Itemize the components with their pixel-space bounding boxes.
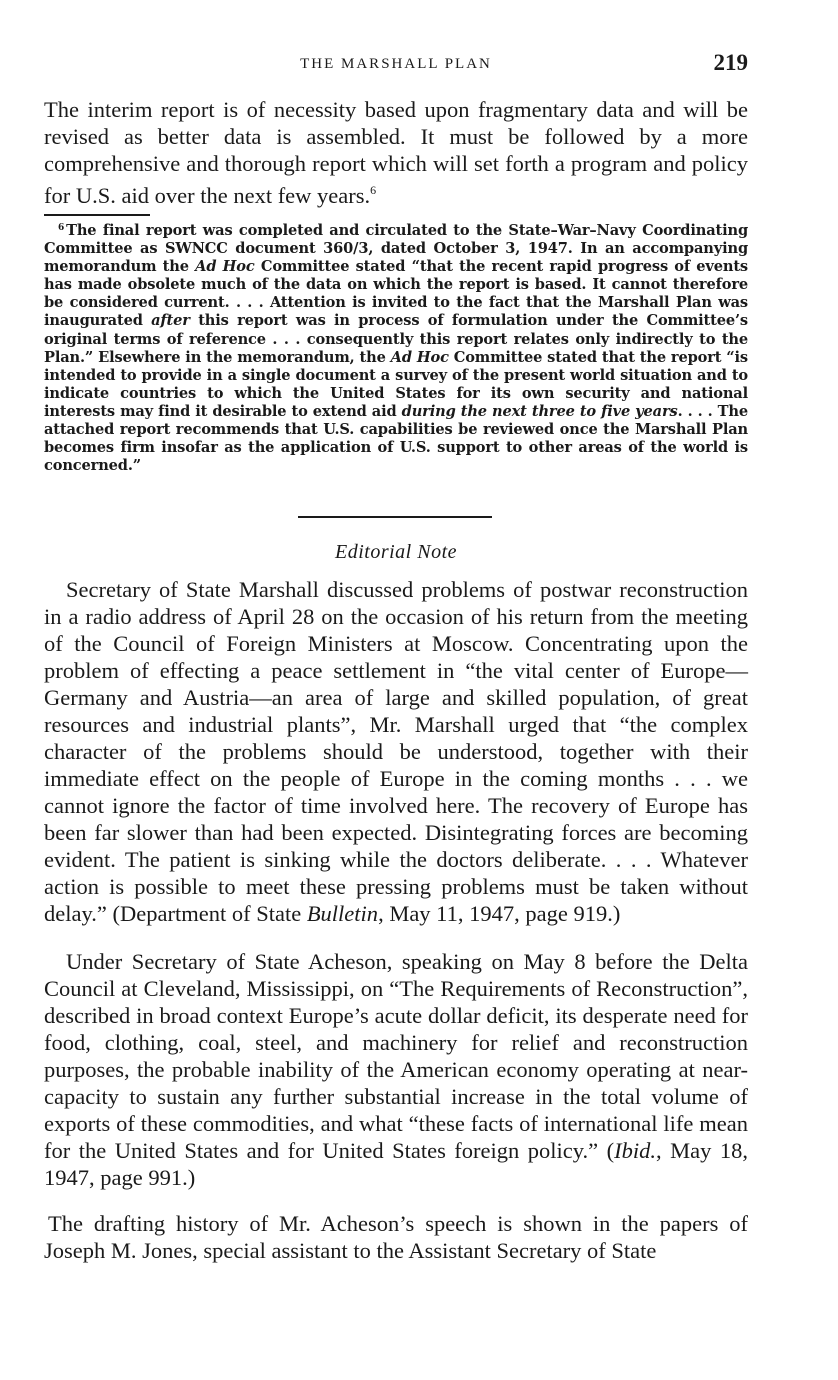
paragraph-acheson-speech — [44, 948, 748, 1191]
paragraph-marshall-address — [44, 576, 748, 927]
footnote — [44, 219, 748, 475]
paragraph-drafting-history — [44, 1210, 748, 1264]
footnote-text: this report was in process of formulation under the Committee’s original terms of reference . . . consequently this report relates only indirectly to the Plan.” Elsewhere in the memorandum, the — [44, 312, 748, 366]
footnote-italic-text: during the next three to five years — [401, 402, 678, 420]
footnote-italic-text: Ad Hoc — [195, 258, 255, 276]
footnote-text: . . . . The attached report recommends that U.S. capabilities be reviewed once the Marshall Plan becomes firm insofar as the application of U.S. support to other areas of the world is concerned.” — [44, 402, 748, 475]
footnote-divider — [44, 214, 150, 216]
paragraph-text: , May 18, 1947, page 991.) — [44, 1138, 748, 1190]
paragraph-text: The interim report is of necessity based upon fragmentary data and will be revised as better data is assembled. It must be followed by a more comprehensive and thorough report which will set forth a program and policy for U.S. aid over the next few years. — [44, 97, 748, 208]
paragraph-text: , May 11, 1947, page 919.) — [378, 901, 621, 926]
footnote-italic-text: Ad Hoc — [390, 348, 449, 366]
footnote-text: Committee stated “that the recent rapid progress of events has made obsolete much of the data on which the report is based. It cannot therefore be considered current. . . . Attention is invited to the fact that the Marshall Plan was inaugurated — [44, 258, 748, 330]
citation-ibid: Ibid. — [614, 1138, 657, 1163]
footnote-text: The final report was completed and circulated to the State–War–Navy Coordinating Committee as SWNCC document 360/3, dated October 3, 1947. In an accompanying memorandum the — [44, 222, 748, 276]
paragraph-interim-report — [44, 96, 748, 209]
footnote-marker: 6 — [58, 223, 65, 233]
section-title: Editorial Note — [335, 541, 457, 563]
section-divider — [298, 516, 492, 518]
footnote-italic-text: after — [151, 312, 190, 330]
running-header — [44, 50, 748, 80]
page-number: 219 — [713, 50, 748, 75]
paragraph-text: Under Secretary of State Acheson, speaking on May 8 before the Delta Council at Cleveland, Mississippi, on “The Requirements of Reconstruction”, described in broad context Europe’s acute dollar deficit, its desperate need for food, clothing, coal, steel, and machinery for relief and reconstruction purposes, the probable inability of the American economy operating at near-capacity to sustain any further substantial increase in the total volume of exports of these commodities, and what “these facts of international life mean for the United States and for United States foreign policy.” ( — [44, 949, 748, 1163]
footnote-reference: 6 — [370, 183, 377, 197]
publication-title: Bulletin — [306, 901, 379, 926]
paragraph-text: Secretary of State Marshall discussed problems of postwar reconstruction in a radio address of April 28 on the occasion of his return from the meeting of the Council of Foreign Ministers at Moscow. Concentrating upon the problem of effecting a peace settlement in “the vital center of Europe—Germany and Austria—an area of large and skilled population, of great resources and industrial plants”, Mr. Marshall urged that “the complex character of the problems should be understood, together with their immediate effect on the people of Europe in the coming months . . . we cannot ignore the factor of time involved here. The recovery of Europe has been far slower than had been expected. Disintegrating forces are becoming evident. The patient is sinking while the doctors deliberate. . . . Whatever action is possible to meet these pressing problems must be taken without delay.” (Department of State — [44, 577, 748, 926]
running-title: THE MARSHALL PLAN — [300, 56, 492, 72]
footnote-text: Committee stated that the report “is intended to provide in a single document a survey of the present world situation and to indicate countries to which the United States for its own security and national interests may find it desirable to extend aid — [44, 348, 748, 420]
paragraph-text: The drafting history of Mr. Acheson’s speech is shown in the papers of Joseph M. Jones, special assistant to the Assistant Secretary of State — [44, 1211, 748, 1263]
